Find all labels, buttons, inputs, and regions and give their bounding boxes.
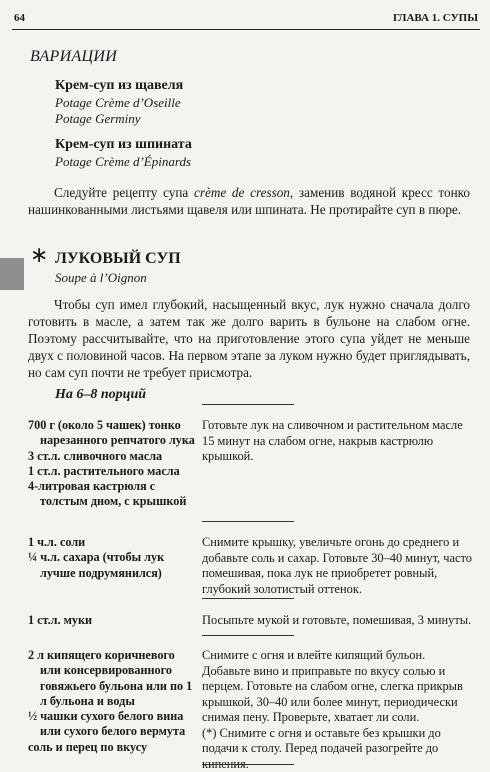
step-instruction: Снимите крышку, увеличьте огонь до среднего и добавьте соль и сахар. Готовьте 30–40 минут, часто помешивая, пока лук не приобретет ровный, глубокий золотистый оттенок. [202, 535, 472, 596]
variations-note: Следуйте рецепту супа crème de cresson, заменив водяной кресс тонко нашинкованными листьями щавеля или шпината. Не протирайте суп в пюре. [28, 185, 470, 217]
chapter-title: ГЛАВА 1. СУПЫ [392, 12, 478, 24]
step-instruction: Готовьте лук на сливочном и растительном масле 15 минут на слабом огне, накрыв кастрюлю крышкой. [202, 418, 463, 463]
ingredient: 700 г (около 5 чашек) тонко нарезанного репчатого лука [28, 418, 195, 448]
ingredient-list [28, 418, 198, 510]
ingredient: 2 л кипящего коричневого или консервированного говяжьего бульона или по 1 л бульона и воды [28, 648, 193, 708]
step-divider [202, 404, 294, 405]
ingredient: 1 ст.л. муки [28, 613, 93, 627]
ingredient-list [28, 648, 198, 755]
step-instruction: Снимите с огня и влейте кипящий бульон. Добавьте вино и приправьте по вкусу солью и перцем. Готовьте на слабом огне, слегка прикрыв крышкой, 30–40 или более минут, периодически снимая пену. Проверьте, хватает ли соли. (*) Снимите с огня и оставьте без крышки до подачи к столу. Перед подачей разогрейте до кипения. [202, 648, 463, 771]
step-divider [202, 635, 294, 636]
variation-french: Potage Germiny [55, 111, 141, 126]
step-instruction: Посыпьте мукой и готовьте, помешивая, 3 минуты. [202, 613, 472, 627]
ingredient-list [28, 613, 198, 628]
recipe-title: ЛУКОВЫЙ СУП [55, 250, 181, 267]
thumb-tab-marker [0, 258, 24, 290]
variation-french: Potage Crème d’Oseille [55, 95, 181, 110]
variation-french: Potage Crème d’Épinards [55, 154, 191, 169]
step-divider [202, 521, 294, 522]
variation-name: Крем-суп из шпината [55, 137, 192, 152]
step-divider [202, 598, 294, 599]
ingredient-list [28, 535, 198, 581]
ingredient: 1 ст.л. растительного масла [28, 463, 180, 478]
recipe-french-title: Soupe à l’Oignon [55, 270, 147, 285]
asterisk-icon: ∗ [30, 243, 49, 268]
ingredient: 3 ст.л. сливочного масла [28, 448, 163, 463]
ingredient: ½ чашки сухого белого вина или сухого белого вермута [28, 709, 186, 739]
step-divider [202, 764, 294, 765]
variations-heading: ВАРИАЦИИ [30, 48, 118, 65]
ingredient: 4-литровая кастрюля с толстым дном, с крышкой [28, 479, 187, 509]
servings: На 6–8 порций [55, 387, 147, 402]
header-rule [12, 29, 480, 30]
ingredient: ¼ ч.л. сахара (чтобы лук лучше подрумянился) [28, 550, 165, 580]
variation-name: Крем-суп из щавеля [55, 78, 184, 93]
page-number: 64 [14, 12, 25, 24]
ingredient: соль и перец по вкусу [28, 739, 148, 754]
recipe-intro: Чтобы суп имел глубокий, насыщенный вкус, лук нужно сначала долго готовить в масле, а затем так же долго варить в бульоне на слабом огне. Поэтому рассчитывайте, что на приготовление этого супа уйдет не меньше двух с половиной часов. На первом этапе за луком нужно будет приглядывать, но сам суп почти не требует присмотра. [28, 297, 470, 380]
ingredient: 1 ч.л. соли [28, 535, 86, 549]
